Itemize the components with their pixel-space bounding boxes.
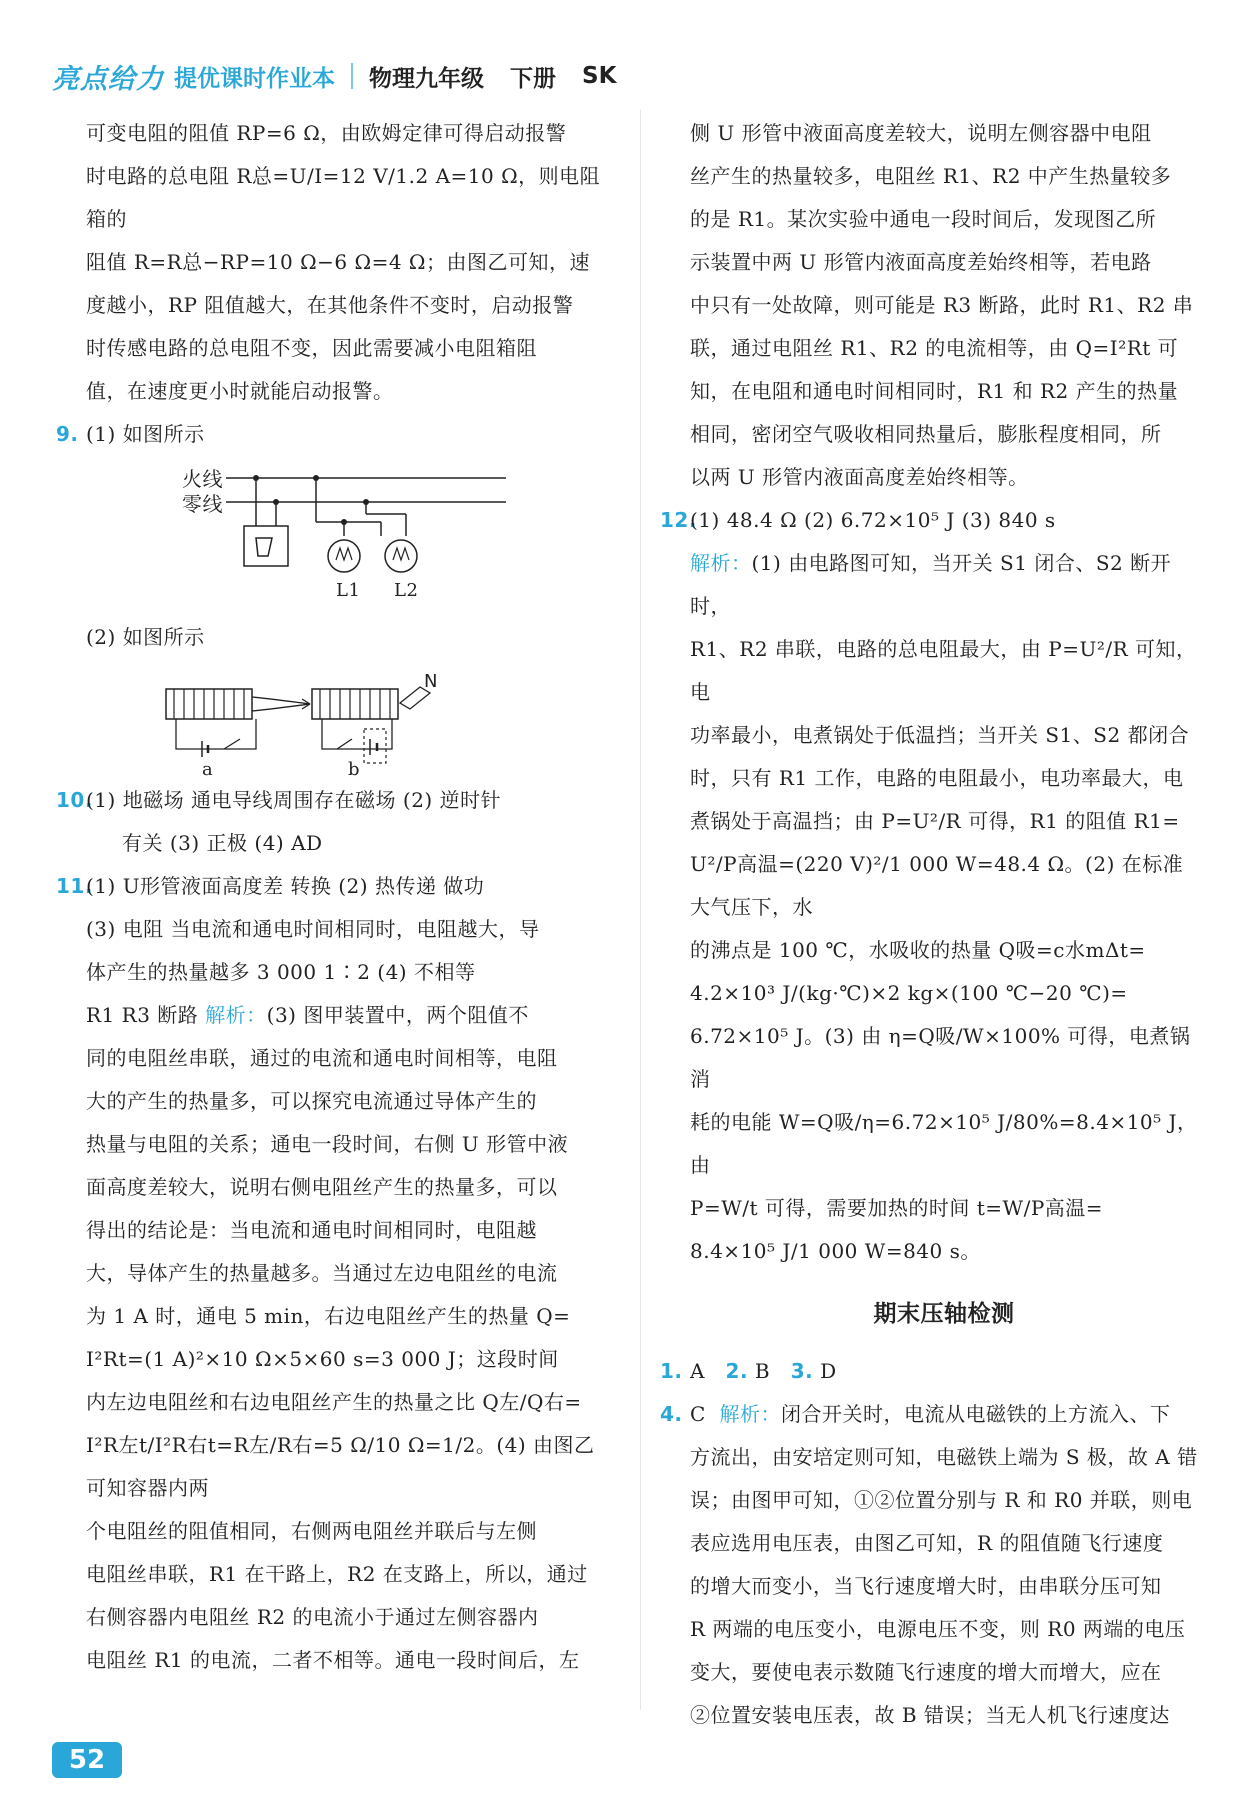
live-wire-label: 火线	[182, 467, 223, 491]
analysis-line: 方流出，由安培定则可知，电磁铁上端为 S 极，故 A 错	[690, 1445, 1198, 1469]
analysis-line: 的沸点是 100 ℃，水吸收的热量 Q吸=c水mΔt=	[690, 938, 1146, 962]
q11-line	[86, 994, 606, 1037]
analysis-line: 闭合开关时，电流从电磁铁的上方流入、下	[781, 1402, 1171, 1426]
socket-icon	[244, 526, 288, 566]
intro-line: 度越小，RP 阻值越大，在其他条件不变时，启动报警	[86, 293, 574, 317]
bulb-l1-icon	[328, 540, 360, 572]
question-number: 12.	[660, 508, 697, 532]
analysis-line: 面高度差较大，说明右侧电阻丝产生的热量多，可以	[86, 1175, 558, 1199]
left-column	[56, 112, 606, 1682]
question-9	[56, 413, 606, 456]
analysis-line: 煮锅处于高温挡；由 P=U²/R 可得，R1 的阻值 R1=	[690, 809, 1180, 833]
north-label: N	[424, 671, 438, 692]
intro-line: 可变电阻的阻值 RP=6 Ω，由欧姆定律可得启动报警	[86, 121, 567, 145]
header-divider	[351, 63, 353, 89]
q11-continued-line: 中只有一处故障，则可能是 R3 断路，此时 R1、R2 串	[690, 293, 1194, 317]
analysis-line: 4.2×10³ J/(kg·℃)×2 kg×(100 ℃−20 ℃)=	[690, 981, 1128, 1005]
question-number: 9.	[56, 422, 79, 446]
analysis-line: 内左边电阻丝和右边电阻丝产生的热量之比 Q左/Q右=	[86, 1390, 582, 1414]
question-number: 2.	[725, 1359, 749, 1383]
answer-4: C	[690, 1402, 706, 1426]
q11-continued-line: 联，通过电阻丝 R1、R2 的电流相等，由 Q=I²Rt 可	[690, 336, 1179, 360]
q11-line: (3) 电阻 当电流和通电时间相同时，电阻越大，导	[86, 917, 540, 941]
analysis-line: 得出的结论是：当电流和通电时间相同时，电阻越	[86, 1218, 537, 1242]
q11-line: (1) U形管液面高度差 转换 (2) 热传递 做功	[86, 874, 485, 898]
analysis-line: P=W/t 可得，需要加热的时间 t=W/P高温=	[690, 1196, 1104, 1220]
q11-line: 体产生的热量越多 3 000 1∶2 (4) 不相等	[86, 960, 476, 984]
label-b: b	[348, 759, 361, 779]
analysis-line: 8.4×10⁵ J/1 000 W=840 s。	[690, 1239, 981, 1263]
analysis-line: 大的产生的热量多，可以探究电流通过导体产生的	[86, 1089, 537, 1113]
q9-part1: (1) 如图所示	[86, 422, 205, 446]
analysis-line: 热量与电阻的关系；通电一段时间，右侧 U 形管中液	[86, 1132, 569, 1156]
analysis-line: 个电阻丝的阻值相同，右侧两电阻丝并联后与左侧	[86, 1519, 537, 1543]
l2-label: L2	[394, 580, 419, 601]
page-number: 52	[52, 1742, 122, 1778]
q11-continued-line: 以两 U 形管内液面高度差始终相等。	[690, 465, 1029, 489]
q9-part2: (2) 如图所示	[86, 625, 205, 649]
intro-line: 阻值 R=R总−RP=10 Ω−6 Ω=4 Ω；由图乙可知，速	[86, 250, 590, 274]
analysis-line: 大，导体产生的热量越多。当通过左边电阻丝的电流	[86, 1261, 558, 1285]
question-4	[660, 1393, 1198, 1436]
question-number: 4.	[660, 1402, 683, 1426]
edition-label: SK	[582, 63, 617, 89]
analysis-line: 变大，要使电表示数随飞行速度的增大而增大，应在	[690, 1660, 1162, 1684]
solenoid-figure	[162, 659, 462, 779]
q11-continued-line: 侧 U 形管中液面高度差较大，说明左侧容器中电阻	[690, 121, 1152, 145]
analysis-line: 耗的电能 W=Q吸/η=6.72×10⁵ J/80%=8.4×10⁵ J，由	[690, 1110, 1198, 1177]
answer-2: B	[754, 1359, 771, 1383]
analysis-line: R1、R2 串联，电路的总电阻最大，由 P=U²/R 可知，电	[690, 637, 1197, 704]
q11-continued-line: 示装置中两 U 形管内液面高度差始终相等，若电路	[690, 250, 1152, 274]
bulb-l2-icon	[385, 540, 417, 572]
q12-analysis-first	[690, 542, 1198, 628]
analysis-line: U²/P高温=(220 V)²/1 000 W=48.4 Ω。(2) 在标准大气压下，水	[690, 852, 1184, 919]
q12-answer: (1) 48.4 Ω (2) 6.72×10⁵ J (3) 840 s	[690, 508, 1056, 532]
question-11	[56, 865, 606, 908]
volume-label: 下册	[510, 65, 556, 92]
subject-title: 物理九年级	[369, 65, 484, 92]
question-number: 1.	[660, 1359, 683, 1383]
analysis-label: 解析：	[690, 551, 752, 575]
l1-label: L1	[336, 580, 361, 601]
analysis-line: 右侧容器内电阻丝 R2 的电流小于通过左侧容器内	[86, 1605, 539, 1629]
analysis-line: 电阻丝 R1 的电流，二者不相等。通电一段时间后，左	[86, 1648, 580, 1672]
question-number: 3.	[790, 1359, 814, 1383]
analysis-line: (1) 由电路图可知，当开关 S1 闭合、S2 断开时，	[690, 551, 1172, 618]
analysis-line: ②位置安装电压表，故 B 错误；当无人机飞行速度达	[690, 1703, 1170, 1727]
analysis-label: 解析：	[205, 1003, 267, 1027]
question-number: 11.	[56, 874, 93, 898]
right-column	[660, 112, 1198, 1737]
solenoid-b	[312, 689, 398, 719]
label-a: a	[202, 759, 214, 779]
analysis-line: 为 1 A 时，通电 5 min，右边电阻丝产生的热量 Q=	[86, 1304, 571, 1328]
analysis-line: 功率最小，电煮锅处于低温挡；当开关 S1、S2 都闭合	[690, 723, 1190, 747]
analysis-line: 表应选用电压表，由图乙可知，R 的阻值随飞行速度	[690, 1531, 1164, 1555]
q11-continued-line: 知，在电阻和通电时间相同时，R1 和 R2 产生的热量	[690, 379, 1179, 403]
question-10	[56, 779, 606, 822]
analysis-line: 时，只有 R1 工作，电路的电阻最小，电功率最大，电	[690, 766, 1184, 790]
analysis-line: 6.72×10⁵ J。(3) 由 η=Q吸/W×100% 可得，电煮锅消	[690, 1024, 1191, 1091]
analysis-label: 解析：	[719, 1402, 782, 1426]
analysis-line: R 两端的电压变小，电源电压不变，则 R0 两端的电压	[690, 1617, 1186, 1641]
intro-line: 值，在速度更小时就能启动报警。	[86, 379, 394, 403]
question-number: 10.	[56, 788, 93, 812]
solenoid-a	[166, 689, 252, 719]
section-title: 期末压轴检测	[873, 1301, 1015, 1327]
switch-icon	[337, 739, 352, 749]
page-header	[52, 56, 642, 96]
q11-line-text: R1 R3 断路	[86, 1003, 199, 1027]
intro-line: 时传感电路的总电阻不变，因此需要减小电阻箱阻	[86, 336, 537, 360]
analysis-line: 电阻丝串联，R1 在干路上，R2 在支路上，所以，通过	[86, 1562, 588, 1586]
q11-continued-line: 的是 R1。某次实验中通电一段时间后，发现图乙所	[690, 207, 1157, 231]
neutral-wire-label: 零线	[182, 492, 223, 516]
q10-line1: (1) 地磁场 通电导线周围存在磁场 (2) 逆时针	[86, 788, 502, 812]
analysis-line: (3) 图甲装置中，两个阻值不	[266, 1003, 529, 1027]
household-circuit-figure	[176, 456, 536, 616]
battery-placeholder-box	[364, 729, 386, 763]
analysis-line: 同的电阻丝串联，通过的电流和通电时间相等，电阻	[86, 1046, 558, 1070]
series-title: 提优课时作业本	[174, 65, 335, 92]
q11-continued-line: 丝产生的热量较多，电阻丝 R1、R2 中产生热量较多	[690, 164, 1172, 188]
analysis-line: I²R左t/I²R右t=R左/R右=5 Ω/10 Ω=1/2。(4) 由图乙可知容器内两	[86, 1433, 595, 1500]
analysis-line: I²Rt=(1 A)²×10 Ω×5×60 s=3 000 J；这段时间	[86, 1347, 559, 1371]
brand-logo: 亮点给力	[52, 63, 164, 95]
compass-needle-icon	[400, 687, 430, 709]
question-12	[660, 499, 1198, 542]
analysis-line: 误；由图甲可知，①②位置分别与 R 和 R0 并联，则电	[690, 1488, 1193, 1512]
switch-icon	[224, 739, 240, 749]
answer-3: D	[820, 1359, 837, 1383]
analysis-line: 的增大而变小，当飞行速度增大时，由串联分压可知	[690, 1574, 1162, 1598]
intro-line: 时电路的总电阻 R总=U/I=12 V/1.2 A=10 Ω，则电阻箱的	[86, 164, 601, 231]
q11-continued-line: 相同，密闭空气吸收相同热量后，膨胀程度相同，所	[690, 422, 1162, 446]
answer-1: A	[690, 1359, 705, 1383]
questions-1-3	[660, 1350, 1198, 1393]
column-divider	[640, 110, 641, 1710]
q10-line2: 有关 (3) 正极 (4) AD	[122, 831, 323, 855]
